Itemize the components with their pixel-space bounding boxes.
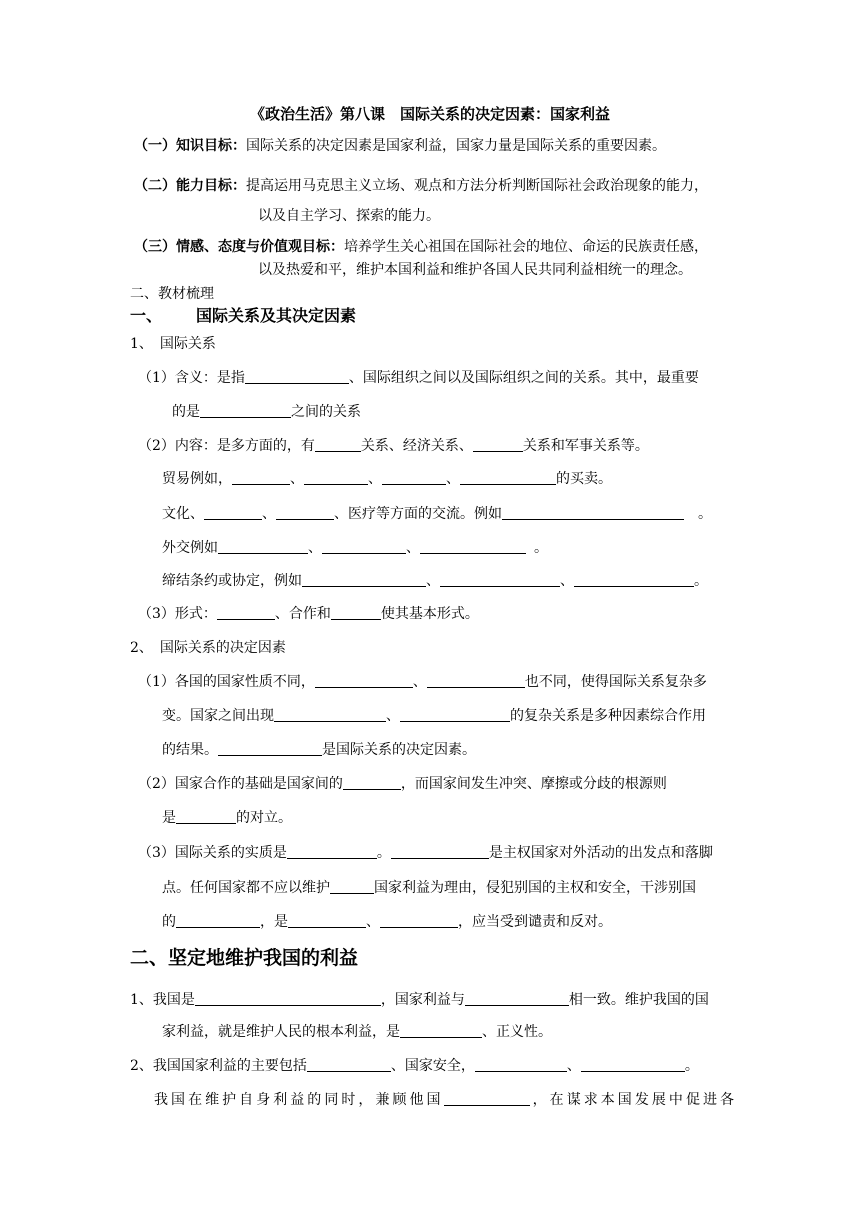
fill-blank[interactable] bbox=[218, 740, 322, 756]
p2-line8: 的 ，是 、 ，应当受到谴责和反对。 bbox=[162, 914, 612, 930]
fill-blank[interactable] bbox=[400, 1022, 482, 1038]
fill-blank[interactable] bbox=[574, 571, 694, 587]
fill-blank[interactable] bbox=[475, 1056, 567, 1072]
goal-ability-cont: 以及自主学习、探索的能力。 bbox=[258, 208, 440, 224]
p1-line3: （2）内容：是多方面的，有 关系、经济关系、 关系和军事关系等。 bbox=[138, 438, 649, 454]
fill-blank[interactable] bbox=[302, 571, 426, 587]
fill-blank[interactable] bbox=[204, 504, 262, 520]
p2-line4: （2）国家合作的基础是国家间的 ，而国家间发生冲突、摩擦或分歧的根源则 bbox=[138, 776, 667, 792]
p2-line5: 是 的对立。 bbox=[162, 810, 292, 826]
part1-heading-text: 国际关系及其决定因素 bbox=[196, 306, 357, 325]
fill-blank[interactable] bbox=[465, 990, 569, 1006]
goal-ability bbox=[134, 176, 708, 196]
p1-line7: 缔结条约或协定，例如 、 、 。 bbox=[162, 573, 708, 589]
goal-emotion-cont: 以及热爱和平，维护本国利益和维护各国人民共同利益相统一的理念。 bbox=[258, 262, 692, 278]
goal-emotion-text: 培养学生关心祖国在国际社会的地位、命运的民族责任感， bbox=[344, 239, 708, 255]
p3-line1: 1、我国是 ，国家利益与 相一致。维护我国的国 bbox=[130, 992, 709, 1008]
fill-blank[interactable] bbox=[460, 469, 556, 485]
p3-line3: 2、我国国家利益的主要包括 、国家安全， 、 。 bbox=[130, 1058, 699, 1074]
goal-emotion-label: （三）情感、态度与价值观目标： bbox=[134, 239, 344, 255]
part2-heading: 二、坚定地维护我国的利益 bbox=[130, 947, 359, 969]
goal-ability-text: 提高运用马克思主义立场、观点和方法分析判断国际社会政治现象的能力， bbox=[246, 178, 708, 194]
section-header: 二、教材梳理 bbox=[130, 286, 214, 302]
p1-line1: （1）含义：是指 、国际组织之间以及国际组织之间的关系。其中，最重要 bbox=[138, 370, 699, 386]
fill-blank[interactable] bbox=[581, 1056, 685, 1072]
goal-knowledge bbox=[134, 136, 666, 156]
p2-line1: （1）各国的国家性质不同， 、 也不同，使得国际关系复杂多 bbox=[138, 674, 707, 690]
p2-line7: 点。任何国家都不应以维护 国家利益为理由，侵犯别国的主权和安全，干涉别国 bbox=[162, 880, 696, 896]
fill-blank[interactable] bbox=[245, 368, 349, 384]
document-title: 《政治生活》第八课 国际关系的决定因素：国家利益 bbox=[249, 105, 610, 123]
fill-blank[interactable] bbox=[276, 504, 334, 520]
fill-blank[interactable] bbox=[322, 538, 406, 554]
fill-blank[interactable] bbox=[444, 1090, 530, 1106]
fill-blank[interactable] bbox=[391, 843, 489, 859]
fill-blank[interactable] bbox=[382, 469, 446, 485]
goal-knowledge-text: 国际关系的决定因素是国家利益，国家力量是国际关系的重要因素。 bbox=[246, 138, 666, 154]
goal-knowledge-label: （一）知识目标： bbox=[134, 138, 246, 154]
fill-blank[interactable] bbox=[288, 912, 366, 928]
p2-line2: 变。国家之间出现 、 的复杂关系是多种因素综合作用 bbox=[162, 708, 706, 724]
p3-line4: 我国在维护自身利益的同时，兼顾他国 ，在谋求本国发展中促进各 bbox=[154, 1092, 735, 1108]
fill-blank[interactable] bbox=[330, 878, 374, 894]
p3-line2: 家利益，就是维护人民的根本利益，是 、正义性。 bbox=[162, 1024, 552, 1040]
fill-blank[interactable] bbox=[343, 774, 401, 790]
fill-blank[interactable] bbox=[176, 808, 236, 824]
fill-blank[interactable] bbox=[427, 672, 525, 688]
p1-line6: 外交例如 、 、 。 bbox=[162, 540, 548, 556]
p1-line5: 文化、 、 、医疗等方面的交流。例如 。 bbox=[162, 506, 712, 522]
goal-ability-label: （二）能力目标： bbox=[134, 178, 246, 194]
fill-blank[interactable] bbox=[400, 706, 510, 722]
p2-line3: 的结果。 是国际关系的决定因素。 bbox=[162, 742, 476, 758]
fill-blank[interactable] bbox=[287, 843, 377, 859]
fill-blank[interactable] bbox=[315, 672, 413, 688]
fill-blank[interactable] bbox=[232, 469, 290, 485]
fill-blank[interactable] bbox=[502, 504, 684, 520]
fill-blank[interactable] bbox=[217, 604, 275, 620]
fill-blank[interactable] bbox=[304, 469, 368, 485]
fill-blank[interactable] bbox=[274, 706, 386, 722]
goal-emotion bbox=[134, 237, 708, 257]
fill-blank[interactable] bbox=[473, 436, 523, 452]
fill-blank[interactable] bbox=[307, 1056, 391, 1072]
p1-line8: （3）形式： 、合作和 使其基本形式。 bbox=[138, 606, 479, 622]
p1-line4: 贸易例如， 、 、 、 的买卖。 bbox=[162, 471, 612, 487]
fill-blank[interactable] bbox=[440, 571, 560, 587]
fill-blank[interactable] bbox=[315, 436, 361, 452]
part1-heading-num: 一、 bbox=[130, 306, 163, 325]
fill-blank[interactable] bbox=[200, 402, 291, 418]
p1-line2: 的是 之间的关系 bbox=[172, 404, 361, 420]
subsection-2-title: 2、 国际关系的决定因素 bbox=[130, 640, 286, 656]
part1-heading bbox=[130, 306, 356, 326]
fill-blank[interactable] bbox=[195, 990, 381, 1006]
fill-blank[interactable] bbox=[218, 538, 308, 554]
subsection-1-title: 1、 国际关系 bbox=[130, 336, 216, 352]
fill-blank[interactable] bbox=[176, 912, 260, 928]
p2-line6: （3）国际关系的实质是 。 是主权国家对外活动的出发点和落脚 bbox=[138, 845, 713, 861]
fill-blank[interactable] bbox=[420, 538, 526, 554]
fill-blank[interactable] bbox=[380, 912, 458, 928]
fill-blank[interactable] bbox=[331, 604, 381, 620]
